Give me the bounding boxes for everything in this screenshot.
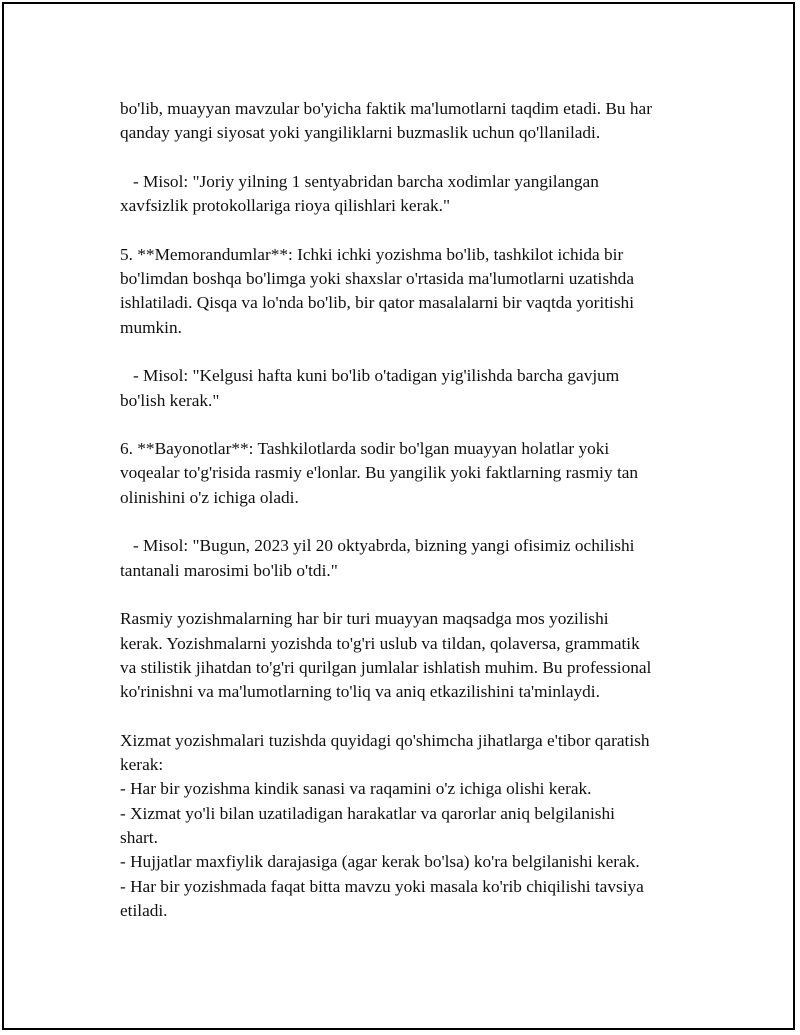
text-line: shart. xyxy=(120,827,158,847)
text-line: ko'rinishni va ma'lumotlarning to'liq va aniq etkazilishini ta'minlaydi. xyxy=(120,682,600,702)
text-line: - Misol: "Bugun, 2023 yil 20 oktyabrda, bizning yangi ofisimiz ochilishi xyxy=(120,536,635,556)
text-line: - Misol: "Joriy yilning 1 sentyabridan barcha xodimlar yangilangan xyxy=(120,171,599,191)
text-line: olinishini o'z ichiga oladi. xyxy=(120,487,299,507)
list-item: - Xizmat yo'li bilan uzatiladigan harakatlar va qarorlar aniq belgilanishi xyxy=(120,803,615,823)
text-line: tantanali marosimi bo'lib o'tdi." xyxy=(120,560,338,580)
list-item: - Har bir yozishmada faqat bitta mavzu yoki masala ko'rib chiqilishi tavsiya xyxy=(120,876,644,896)
list-item: - Hujjatlar maxfiylik darajasiga (agar kerak bo'lsa) ko'ra belgilanishi kerak. xyxy=(120,852,640,872)
text-line: ishlatiladi. Qisqa va lo'nda bo'lib, bir qator masalalarni bir vaqtda yoritishi xyxy=(120,293,634,313)
text-line: xavfsizlik protokollariga rioya qilishlari kerak." xyxy=(120,196,451,216)
text-line: Xizmat yozishmalari tuzishda quyidagi qo'shimcha jihatlarga e'tibor qaratish xyxy=(120,730,650,750)
text-line: 6. **Bayonotlar**: Tashkilotlarda sodir bo'lgan muayyan holatlar yoki xyxy=(120,439,610,459)
paragraph-spacer xyxy=(120,340,705,364)
text-line: bo'limdan boshqa bo'limga yoki shaxslar o'rtasida ma'lumotlarni uzatishda xyxy=(120,269,634,289)
text-line: bo'lish kerak." xyxy=(120,390,220,410)
text-line: voqealar to'g'risida rasmiy e'lonlar. Bu yangilik yoki faktlarning rasmiy tan xyxy=(120,463,639,483)
text-line: mumkin. xyxy=(120,317,182,337)
text-line: va stilistik jihatdan to'g'ri qurilgan jumlalar ishlatish muhim. Bu professional xyxy=(120,657,652,677)
page-frame xyxy=(2,2,795,1030)
text-line: qanday yangi siyosat yoki yangiliklarni buzmaslik uchun qo'llaniladi. xyxy=(120,123,601,143)
text-line: kerak. Yozishmalarni yozishda to'g'ri uslub va tildan, qolaversa, grammatik xyxy=(120,633,640,653)
paragraph-spacer xyxy=(120,704,705,728)
text-line: etiladi. xyxy=(120,900,168,920)
list-item: - Har bir yozishma kindik sanasi va raqamini o'z ichiga olishi kerak. xyxy=(120,779,592,799)
paragraph-spacer xyxy=(120,583,705,607)
document-body xyxy=(120,97,705,923)
paragraph-spacer xyxy=(120,510,705,534)
text-line: Rasmiy yozishmalarning har bir turi muayyan maqsadga mos yozilishi xyxy=(120,609,609,629)
text-line: - Misol: "Kelgusi hafta kuni bo'lib o'tadigan yig'ilishda barcha gavjum xyxy=(120,366,620,386)
paragraph-spacer xyxy=(120,218,705,242)
text-line: bo'lib, muayyan mavzular bo'yicha faktik ma'lumotlarni taqdim etadi. Bu har xyxy=(120,99,652,118)
text-line: 5. **Memorandumlar**: Ichki ichki yozishma bo'lib, tashkilot ichida bir xyxy=(120,244,624,264)
paragraph-spacer xyxy=(120,146,705,170)
text-line: kerak: xyxy=(120,755,164,775)
paragraph-spacer xyxy=(120,413,705,437)
